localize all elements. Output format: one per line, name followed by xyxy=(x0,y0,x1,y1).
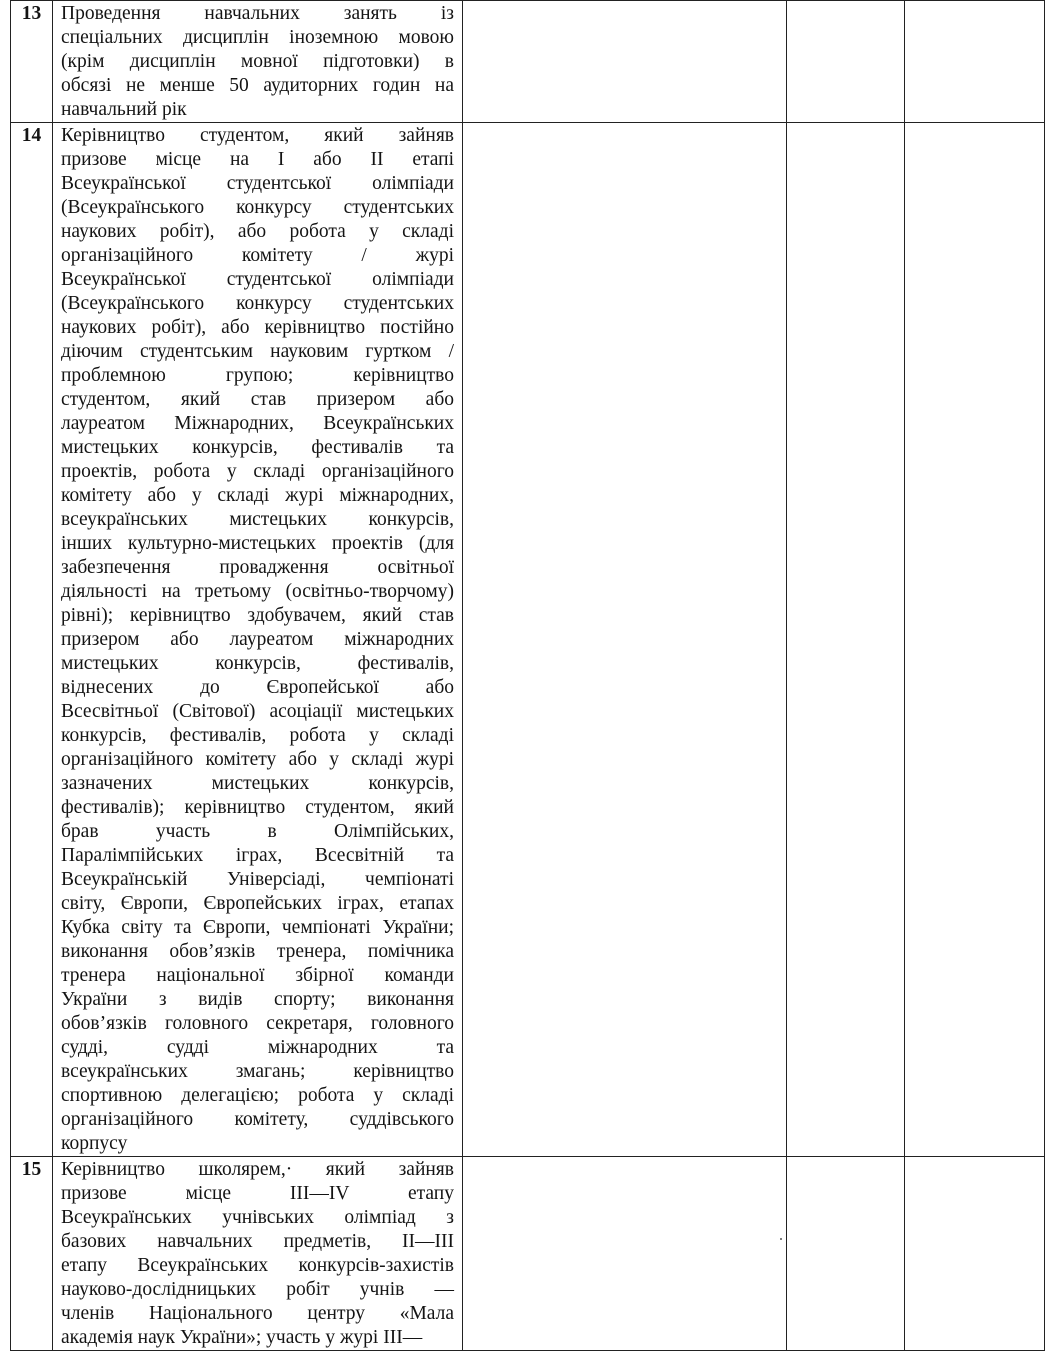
empty-cell xyxy=(905,1,1045,123)
text-line: віднесених до Європейської або xyxy=(61,677,454,698)
text-line: призове місце на I або II етапі xyxy=(61,149,454,170)
empty-cell xyxy=(463,123,787,1157)
text-line: (Всеукраїнського конкурсу студентських xyxy=(61,293,454,314)
text-line: науково-дослідницьких робіт учнів — xyxy=(61,1279,454,1300)
text-line: Керівництво школярем,· який зайняв xyxy=(61,1159,454,1180)
empty-cell xyxy=(905,123,1045,1157)
text-line: мистецьких конкурсів, фестивалів та xyxy=(61,437,454,458)
text-line: організаційного комітету або у складі журі xyxy=(61,749,454,770)
text-line: зазначених мистецьких конкурсів, xyxy=(61,773,454,794)
scan-speck xyxy=(780,1238,782,1240)
text-line: Всеукраїнської студентської олімпіади xyxy=(61,269,454,290)
text-line: діяльності на третьому (освітньо-творчому) xyxy=(61,581,454,602)
text-line: проблемною групою; керівництво xyxy=(61,365,454,386)
text-line: призове місце III—IV етапу xyxy=(61,1183,454,1204)
text-line: наукових робіт), або робота у складі xyxy=(61,221,454,242)
text-line: світу, Європи, Європейських іграх, етапах xyxy=(61,893,454,914)
text-line: обсязі не менше 50 аудиторних годин на xyxy=(61,75,454,96)
text-line: брав участь в Олімпійських, xyxy=(61,821,454,842)
empty-cell xyxy=(463,1,787,123)
text-line: інших культурно-мистецьких проектів (для xyxy=(61,533,454,554)
row-number: 13 xyxy=(11,1,53,123)
text-line: виконання обов’язків тренера, помічника xyxy=(61,941,454,962)
text-line: етапу Всеукраїнських конкурсів-захистів xyxy=(61,1255,454,1276)
text-line: фестивалів); керівництво студентом, який xyxy=(61,797,454,818)
text-line: Проведення навчальних занять із xyxy=(61,3,454,24)
criteria-table xyxy=(10,0,1045,1351)
empty-cell xyxy=(787,1157,905,1351)
text-line: організаційного комітету, суддівського xyxy=(61,1109,454,1130)
text-line: членів Національного центру «Мала xyxy=(61,1303,454,1324)
text-line: всеукраїнських мистецьких конкурсів, xyxy=(61,509,454,530)
text-line: лауреатом Міжнародних, Всеукраїнських xyxy=(61,413,454,434)
text-line: студентом, який став призером або xyxy=(61,389,454,410)
text-line: забезпечення провадження освітньої xyxy=(61,557,454,578)
criterion-text xyxy=(53,1157,463,1351)
text-line: організаційного комітету / журі xyxy=(61,245,454,266)
text-line: спортивною делегацією; робота у складі xyxy=(61,1085,454,1106)
text-line: судді, судді міжнародних та xyxy=(61,1037,454,1058)
table-row xyxy=(11,1,1045,123)
text-line: мистецьких конкурсів, фестивалів, xyxy=(61,653,454,674)
text-line: Всесвітньої (Світової) асоціації мистецьких xyxy=(61,701,454,722)
text-line: всеукраїнських змагань; керівництво xyxy=(61,1061,454,1082)
text-line: (крім дисциплін мовної підготовки) в xyxy=(61,51,454,72)
text-line: академія наук України»; участь у журі III— xyxy=(61,1327,423,1348)
row-number: 14 xyxy=(11,123,53,1157)
text-line: корпусу xyxy=(61,1133,128,1154)
text-line: Керівництво студентом, який зайняв xyxy=(61,125,454,146)
text-line: Всеукраїнській Універсіаді, чемпіонаті xyxy=(61,869,454,890)
text-line: Паралімпійських іграх, Всесвітній та xyxy=(61,845,454,866)
text-line: спеціальних дисциплін іноземною мовою xyxy=(61,27,454,48)
text-line: навчальний рік xyxy=(61,99,187,120)
empty-cell xyxy=(463,1157,787,1351)
text-line: наукових робіт), або керівництво постійно xyxy=(61,317,454,338)
text-line: діючим студентським науковим гуртком / xyxy=(61,341,454,362)
table-row xyxy=(11,1157,1045,1351)
text-line: Всеукраїнської студентської олімпіади xyxy=(61,173,454,194)
criterion-text xyxy=(53,1,463,123)
table-row xyxy=(11,123,1045,1157)
text-line: (Всеукраїнського конкурсу студентських xyxy=(61,197,454,218)
text-line: призером або лауреатом міжнародних xyxy=(61,629,454,650)
text-line: рівні); керівництво здобувачем, який став xyxy=(61,605,454,626)
empty-cell xyxy=(787,1,905,123)
text-line: Всеукраїнських учнівських олімпіад з xyxy=(61,1207,454,1228)
text-line: тренера національної збірної команди xyxy=(61,965,454,986)
text-line: проектів, робота у складі організаційного xyxy=(61,461,454,482)
row-number: 15 xyxy=(11,1157,53,1351)
text-line: комітету або у складі журі міжнародних, xyxy=(61,485,454,506)
text-line: обов’язків головного секретаря, головного xyxy=(61,1013,454,1034)
text-line: України з видів спорту; виконання xyxy=(61,989,454,1010)
text-line: конкурсів, фестивалів, робота у складі xyxy=(61,725,454,746)
empty-cell xyxy=(787,123,905,1157)
text-line: Кубка світу та Європи, чемпіонаті України; xyxy=(61,917,454,938)
empty-cell xyxy=(905,1157,1045,1351)
criterion-text xyxy=(53,123,463,1157)
text-line: базових навчальних предметів, II—III xyxy=(61,1231,454,1252)
